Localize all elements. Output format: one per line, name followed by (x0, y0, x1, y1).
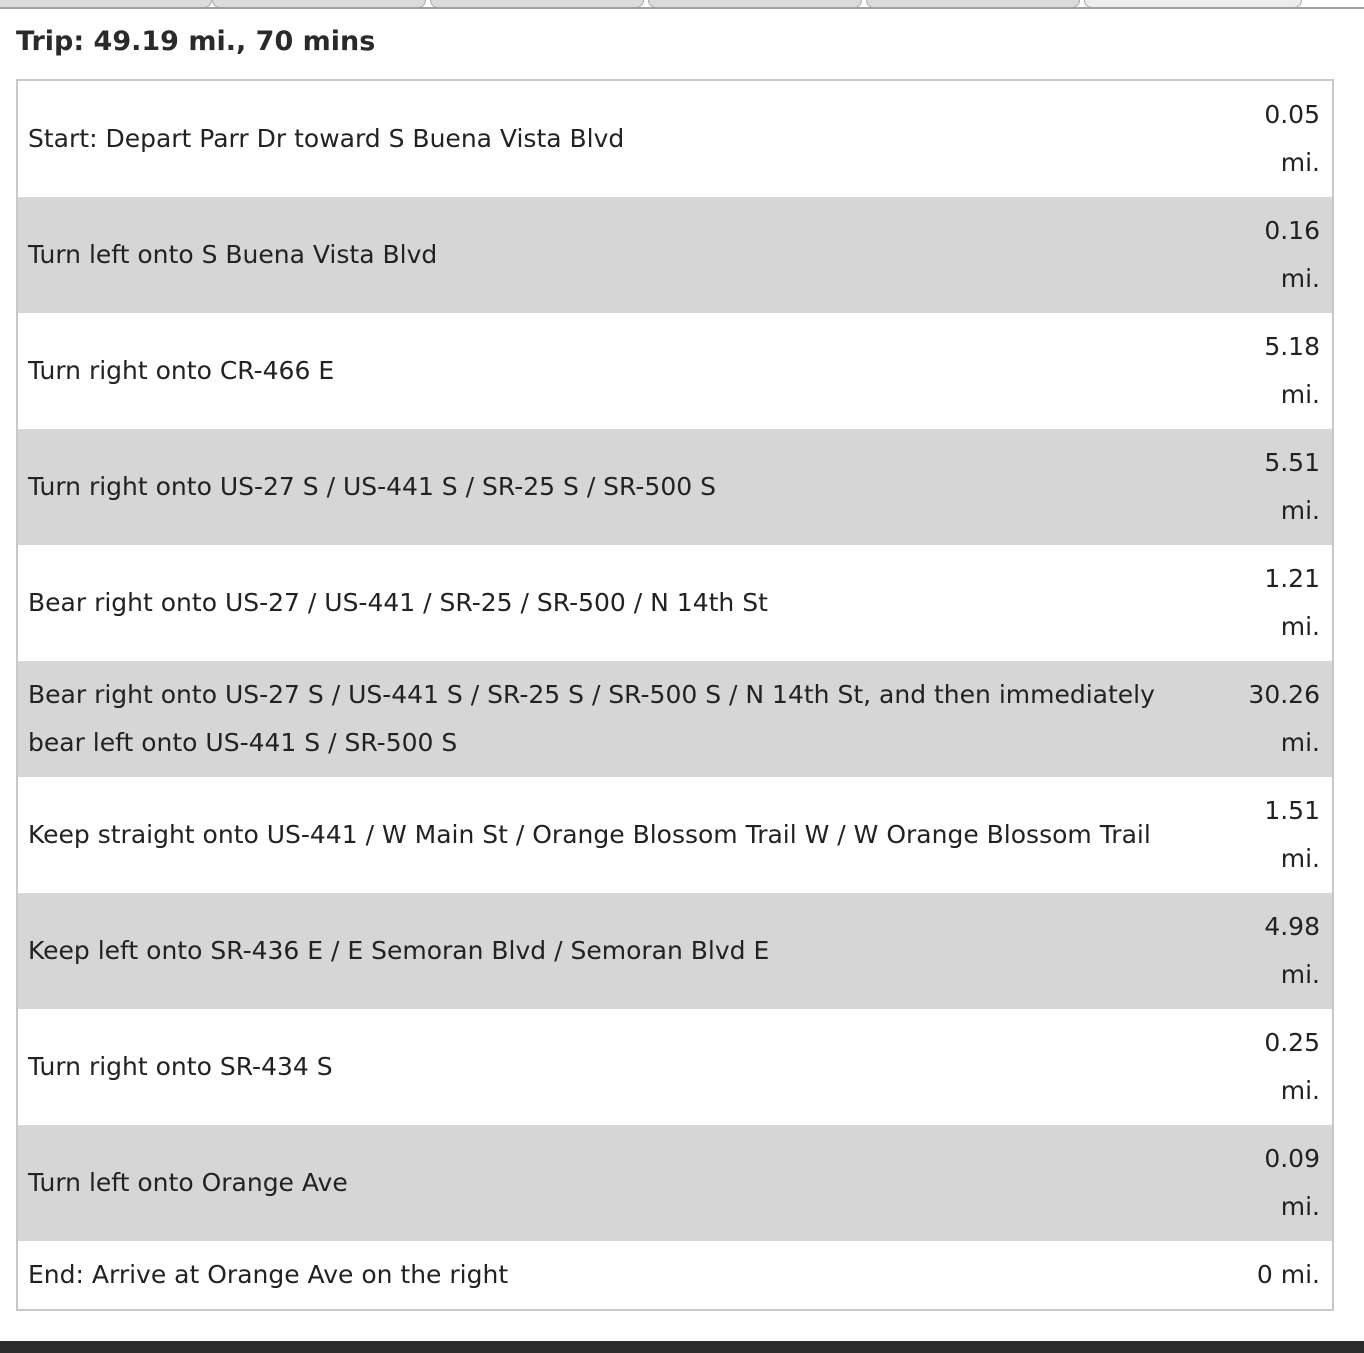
step-distance: 5.51 mi. (1264, 448, 1320, 525)
step-distance: 0.16 mi. (1264, 216, 1320, 293)
direction-step[interactable] (18, 777, 1332, 893)
step-instruction: Turn right onto SR-434 S (28, 1052, 333, 1081)
step-instruction: Turn left onto S Buena Vista Blvd (28, 240, 438, 269)
direction-step[interactable] (18, 1241, 1332, 1309)
step-distance: 0.05 mi. (1264, 100, 1320, 177)
direction-step[interactable] (18, 893, 1332, 1009)
step-instruction: Start: Depart Parr Dr toward S Buena Vista Blvd (28, 124, 625, 153)
trip-summary-title: Trip: 49.19 mi., 70 mins (16, 26, 376, 57)
step-instruction: End: Arrive at Orange Ave on the right (28, 1260, 509, 1289)
direction-step[interactable] (18, 197, 1332, 313)
step-instruction: Bear right onto US-27 S / US-441 S / SR-25 S / SR-500 S / N 14th St, and then immediately bear left onto US-441 S / SR-500 S (28, 680, 1155, 757)
direction-step[interactable] (18, 1125, 1332, 1241)
direction-step[interactable] (18, 661, 1332, 777)
step-distance: 30.26 mi. (1248, 680, 1320, 757)
directions-list (16, 79, 1334, 1311)
step-distance: 0 mi. (1256, 1260, 1320, 1289)
direction-step[interactable] (18, 429, 1332, 545)
step-distance: 5.18 mi. (1264, 332, 1320, 409)
direction-step[interactable] (18, 313, 1332, 429)
direction-step[interactable] (18, 545, 1332, 661)
step-distance: 4.98 mi. (1264, 912, 1320, 989)
step-instruction: Keep straight onto US-441 / W Main St / Orange Blossom Trail W / W Orange Blossom Trail (28, 820, 1151, 849)
tab-strip-divider (0, 7, 1364, 9)
step-instruction: Turn right onto US-27 S / US-441 S / SR-25 S / SR-500 S (28, 472, 716, 501)
step-distance: 0.25 mi. (1264, 1028, 1320, 1105)
step-distance: 0.09 mi. (1264, 1144, 1320, 1221)
step-distance: 1.21 mi. (1264, 564, 1320, 641)
step-instruction: Keep left onto SR-436 E / E Semoran Blvd / Semoran Blvd E (28, 936, 770, 965)
direction-step[interactable] (18, 81, 1332, 197)
step-distance: 1.51 mi. (1264, 796, 1320, 873)
step-instruction: Turn right onto CR-466 E (28, 356, 335, 385)
step-instruction: Bear right onto US-27 / US-441 / SR-25 / SR-500 / N 14th St (28, 588, 768, 617)
direction-step[interactable] (18, 1009, 1332, 1125)
footer-bar (0, 1341, 1364, 1353)
step-instruction: Turn left onto Orange Ave (28, 1168, 348, 1197)
tab-strip (0, 0, 1364, 8)
